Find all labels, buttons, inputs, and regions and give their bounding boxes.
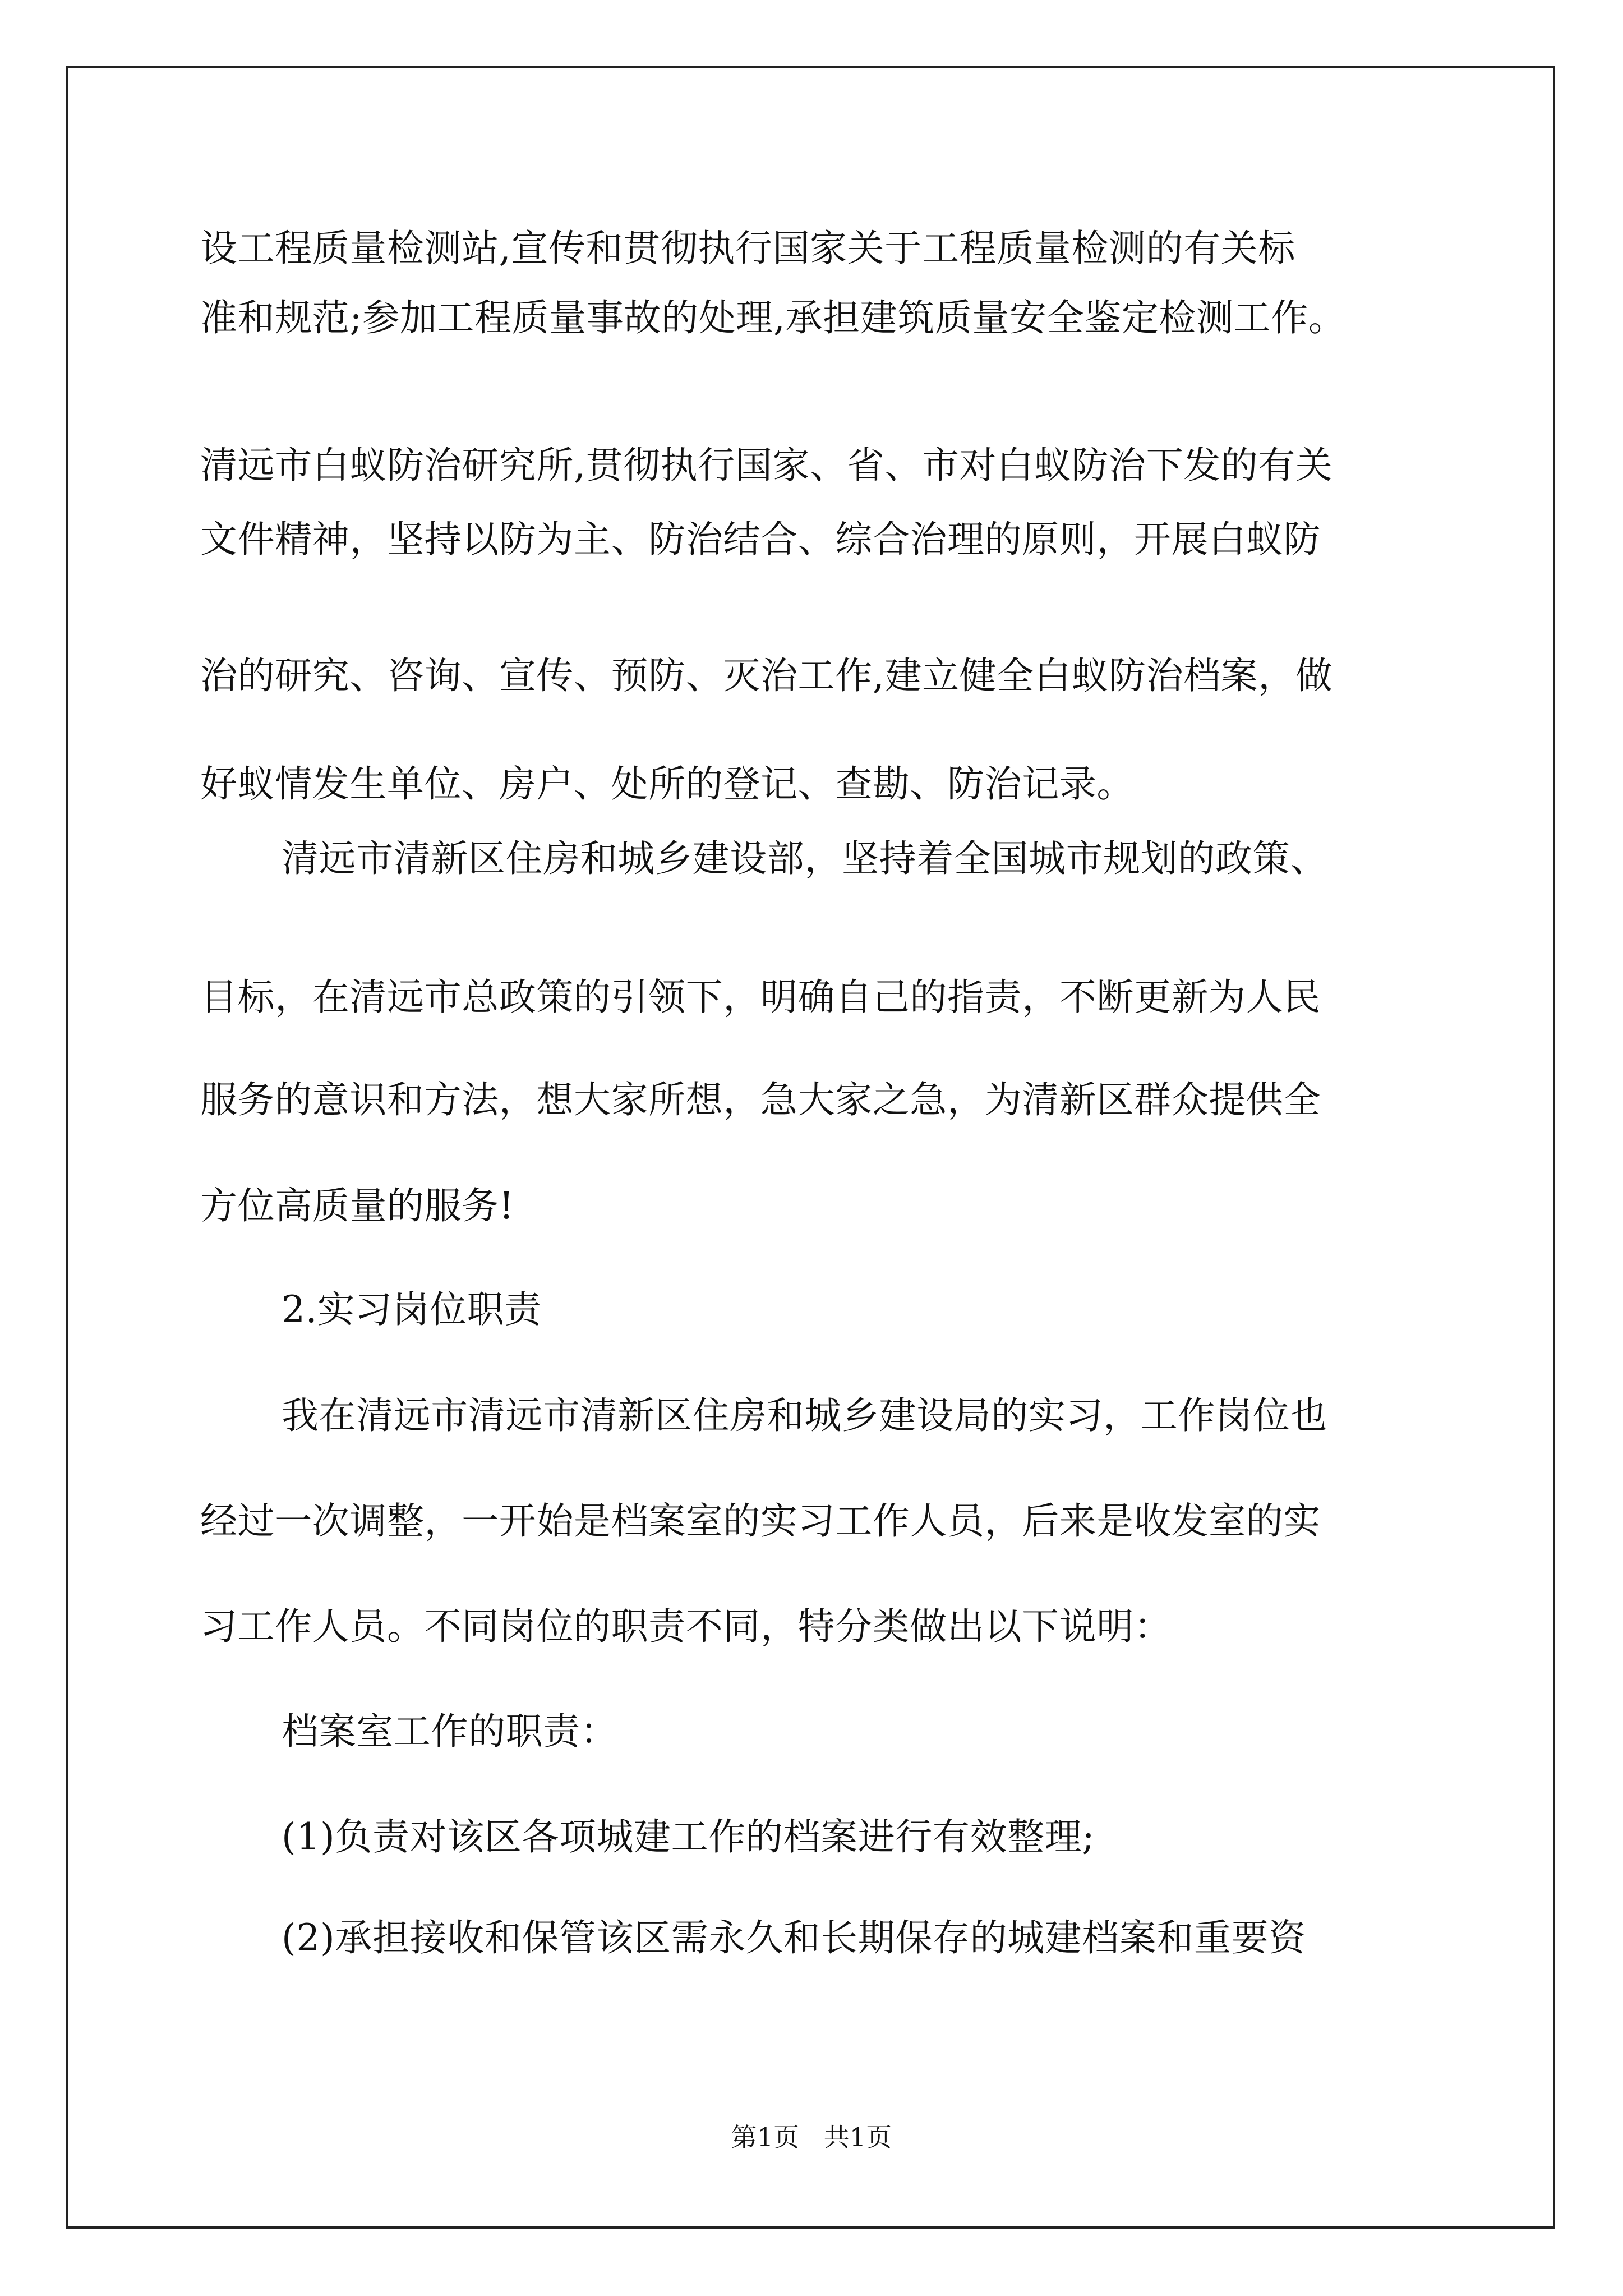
section-heading: 2.实习岗位职责 [282, 1288, 542, 1331]
text-line-12: 我在清远市清远市清新区住房和城乡建设局的实习，工作岗位也 [282, 1394, 1327, 1437]
text-line-7: 清远市清新区住房和城乡建设部，坚持着全国城市规划的政策、 [282, 837, 1327, 880]
text-line-2: 准和规范;参加工程质量事故的处理,承担建筑质量安全鉴定检测工作。 [200, 296, 1346, 339]
text-line-9: 服务的意识和方法，想大家所想，急大家之急，为清新区群众提供全 [200, 1078, 1321, 1121]
text-line-10: 方位高质量的服务! [200, 1184, 514, 1227]
text-line-8: 目标，在清远市总政策的引领下，明确自己的指责，不断更新为人民 [200, 976, 1321, 1019]
text-line-17: (2)承担接收和保管该区需永久和长期保存的城建档案和重要资 [282, 1916, 1306, 1959]
page-border [66, 66, 1555, 2229]
text-line-4: 文件精神，坚持以防为主、防治结合、综合治理的原则，开展白蚁防 [200, 518, 1321, 561]
text-line-14: 习工作人员。不同岗位的职责不同，特分类做出以下说明： [200, 1605, 1172, 1648]
text-line-5: 治的研究、咨询、宣传、预防、灭治工作,建立健全白蚁防治档案，做 [200, 654, 1333, 697]
text-line-15: 档案室工作的职责： [282, 1710, 618, 1753]
page-footer: 第1页 共1页 [731, 2122, 892, 2152]
text-line-16: (1)负责对该区各项城建工作的档案进行有效整理; [282, 1815, 1095, 1858]
text-line-3: 清远市白蚁防治研究所,贯彻执行国家、省、市对白蚁防治下发的有关 [200, 444, 1333, 487]
text-line-6: 好蚁情发生单位、房户、处所的登记、查勘、防治记录。 [200, 762, 1134, 806]
text-line-13: 经过一次调整，一开始是档案室的实习工作人员，后来是收发室的实 [200, 1499, 1321, 1543]
text-line-1: 设工程质量检测站,宣传和贯彻执行国家关于工程质量检测的有关标 [200, 227, 1295, 270]
